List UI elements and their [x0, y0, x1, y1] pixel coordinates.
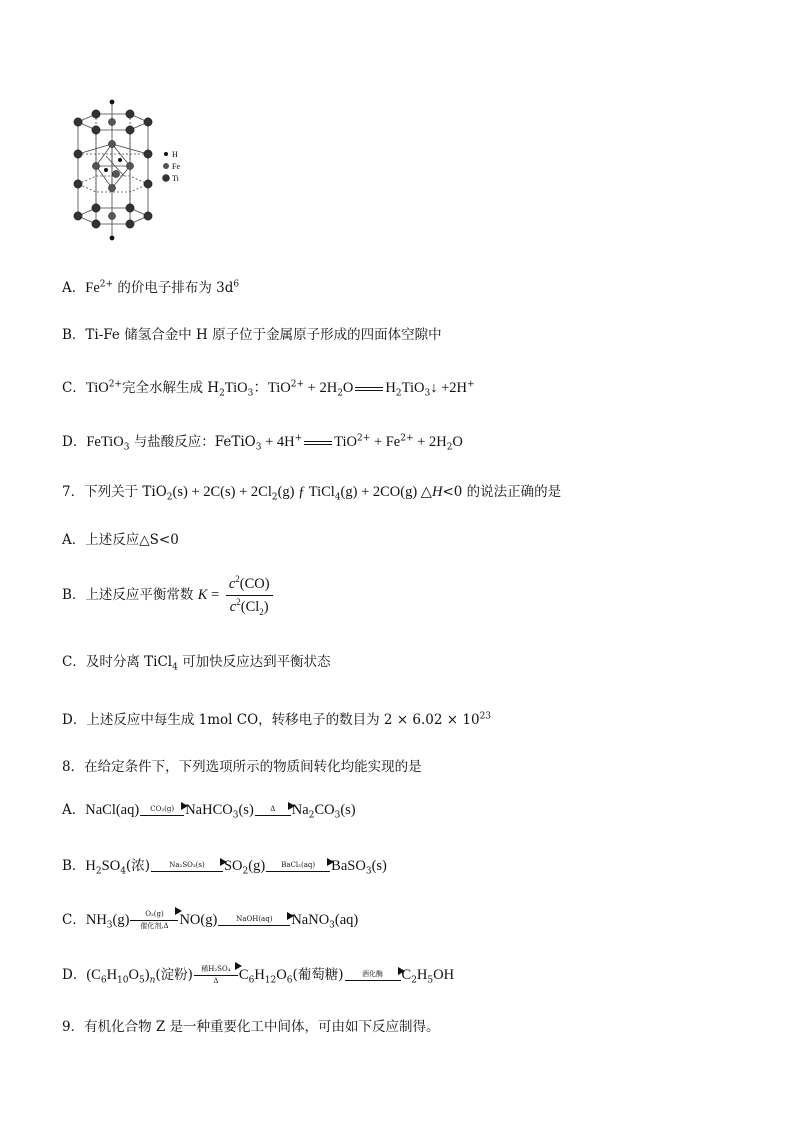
q7-option-d: D．上述反应中每生成 1mol CO，转移电子的数目为 $2 \times 6.02 \times 10^{23}$ — [62, 711, 492, 728]
equals-sign — [304, 439, 332, 447]
q7-option-c: C．及时分离 TiCl$_4$ 可加快反应达到平衡状态 — [62, 654, 331, 673]
reaction-arrow: BaCl₂(aq) — [266, 861, 330, 872]
legend-fe: Fe — [172, 162, 180, 171]
q7-option-b: B．上述反应平衡常数 K = $\frac{c^2(CO)}{c^2(Cl_2)}$ — [62, 574, 273, 617]
crystal-structure-figure — [66, 94, 190, 244]
reaction-arrow: 稀H₂SO₄ Δ — [194, 965, 238, 986]
q6-option-c: C．TiO$^{2+}$完全水解生成 $H_2TiO_3$：$TiO^{2+} + 2H_2O$ $H_2TiO_3↓ +2H^+$ — [62, 379, 475, 399]
legend-h: H — [172, 150, 178, 159]
q6-option-a: A．$Fe^{2+}$ 的价电子排布为 $3d^6$ — [62, 279, 240, 296]
q9-stem: 9．有机化合物 Z 是一种重要化工中间体，可由如下反应制得。 — [62, 1019, 440, 1035]
ti-atoms — [74, 110, 152, 228]
q8-option-a: A．NaCl(aq) CO₂(g) NaHCO$_3$(s) Δ $Na_2CO_3(s)$ — [62, 802, 356, 821]
reaction-arrow: Na₂SO₃(s) — [151, 861, 223, 872]
reaction-arrow: 酒化酶 — [345, 970, 401, 981]
equals-sign — [355, 385, 383, 393]
figure-legend — [162, 150, 180, 183]
q6-option-b: B．Ti-Fe 储氢合金中 H 原子位于金属原子形成的四面体空隙中 — [62, 327, 442, 343]
reaction-arrow: Δ — [255, 805, 291, 816]
reaction-arrow: CO₂(g) — [140, 805, 184, 816]
legend-ti: Ti — [172, 174, 179, 183]
q8-option-b: B．$H_2SO_4$(浓) Na₂SO₃(s) $SO_2(g)$ BaCl₂(aq) BaSO$_3$(s) — [62, 858, 387, 877]
reaction-arrow: NaOH(aq) — [218, 915, 290, 926]
q8-stem: 8．在给定条件下，下列选项所示的物质间转化均能实现的是 — [62, 759, 422, 775]
q8-option-c: C．$NH_3(g)$ O₂(g) 催化剂,Δ NO(g) NaOH(aq) NaNO$_3$(aq) — [62, 910, 358, 931]
q7-stem: 7．下列关于 $TiO_2(s) + 2C(s) + 2Cl_2(g)$ ƒ TiCl$_4$(g) + 2CO(g) △H<0 的说法正确的是 — [62, 484, 562, 503]
reaction-arrow: O₂(g) 催化剂,Δ — [130, 910, 178, 931]
q6-option-d: D．FeTiO$_3$ 与盐酸反应：FeTiO$_3$ + 4H+ $TiO^{2+} + Fe^{2+} + 2H_2O$ — [62, 433, 463, 453]
equilibrium-constant-fraction: $\frac{c^2(CO)}{c^2(Cl_2)}$ — [226, 574, 273, 617]
q7-option-a: A．上述反应△S<0 — [62, 532, 179, 548]
q8-option-d: D．$(C_6H_{10}O_5)_n$(淀粉) 稀H₂SO₄ Δ $C_6H_{12}O_6$(葡萄糖) 酒化酶 $C_2H_5OH$ — [62, 965, 454, 986]
